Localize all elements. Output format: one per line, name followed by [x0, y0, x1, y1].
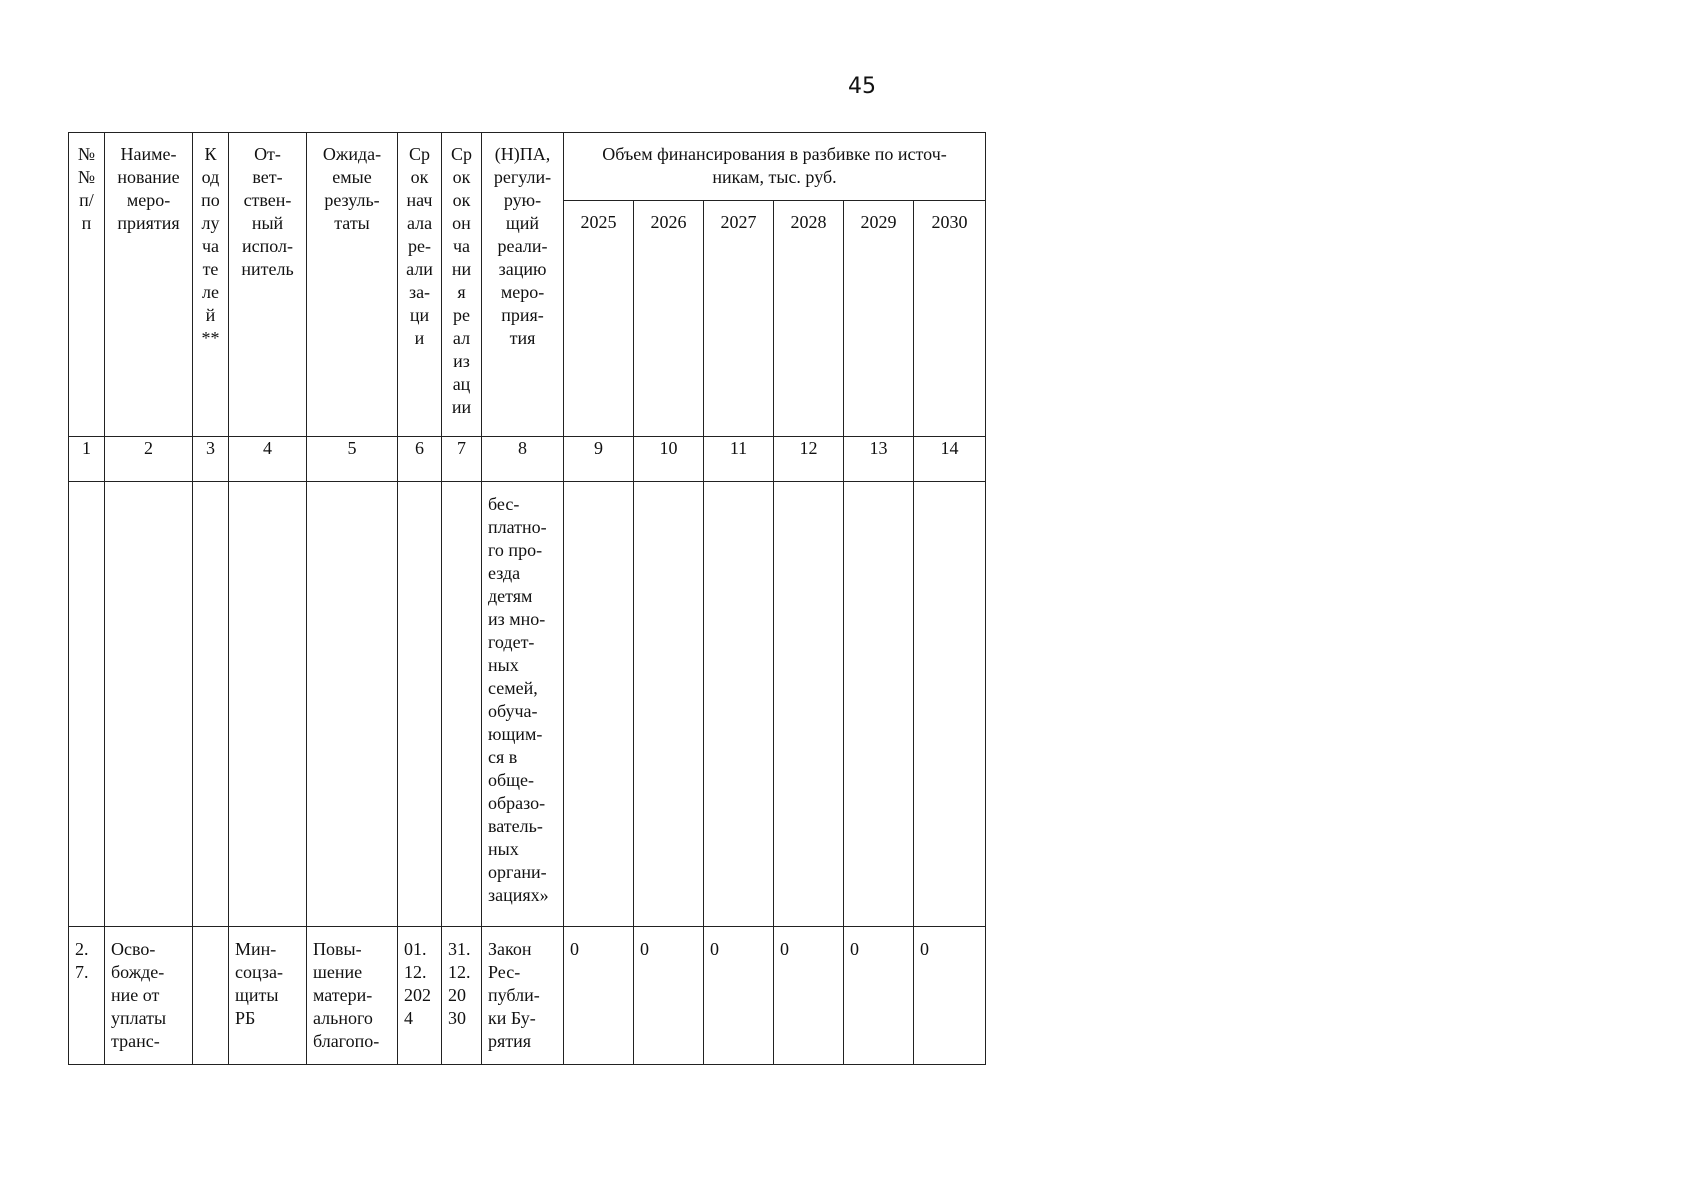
header-funding-title: Объем финансирования в разбивке по источ- никам, тыс. руб. — [564, 133, 986, 201]
header-year: 2027 — [704, 201, 774, 437]
column-number: 10 — [634, 437, 704, 482]
table-cell — [704, 482, 774, 927]
legal-act-cell: Закон Рес- публи- ки Бу- рятия — [482, 927, 564, 1065]
column-number: 3 — [193, 437, 229, 482]
header-year: 2026 — [634, 201, 704, 437]
header-row — [69, 133, 986, 201]
funding-value-cell: 0 — [844, 927, 914, 1065]
column-number: 14 — [914, 437, 986, 482]
header-col-recipient-code: К од по лу ча те ле й ** — [193, 133, 229, 437]
responsible-cell: Мин- соцза- щиты РБ — [229, 927, 307, 1065]
table-row-2-7 — [69, 927, 986, 1065]
start-date-cell: 01. 12. 202 4 — [398, 927, 442, 1065]
header-year: 2030 — [914, 201, 986, 437]
table-cell — [193, 482, 229, 927]
table-cell — [914, 482, 986, 927]
column-number: 12 — [774, 437, 844, 482]
column-number: 8 — [482, 437, 564, 482]
activities-table — [68, 132, 986, 1065]
header-year: 2025 — [564, 201, 634, 437]
row-number-cell: 2. 7. — [69, 927, 105, 1065]
funding-value-cell: 0 — [914, 927, 986, 1065]
column-number: 2 — [105, 437, 193, 482]
column-number: 1 — [69, 437, 105, 482]
expected-results-cell: Повы- шение матери- ального благопо- — [307, 927, 398, 1065]
table-row-continuation — [69, 482, 986, 927]
column-numbers-row — [69, 437, 986, 482]
table-cell — [442, 482, 482, 927]
funding-value-cell: 0 — [564, 927, 634, 1065]
funding-value-cell: 0 — [774, 927, 844, 1065]
funding-value-cell: 0 — [634, 927, 704, 1065]
table-cell — [564, 482, 634, 927]
header-col-responsible: От- вет- ствен- ный испол- нитель — [229, 133, 307, 437]
activity-name-cell: Осво- божде- ние от уплаты транс- — [105, 927, 193, 1065]
column-number: 13 — [844, 437, 914, 482]
table-cell — [69, 482, 105, 927]
funding-value-cell: 0 — [704, 927, 774, 1065]
column-number: 6 — [398, 437, 442, 482]
header-col-expected-results: Ожида- емые резуль- таты — [307, 133, 398, 437]
header-year: 2029 — [844, 201, 914, 437]
table-cell — [398, 482, 442, 927]
page-number: 45 — [848, 74, 876, 99]
column-number: 11 — [704, 437, 774, 482]
table-cell — [105, 482, 193, 927]
header-col-start-date: Ср ок нач ала ре- али за- ци и — [398, 133, 442, 437]
column-number: 5 — [307, 437, 398, 482]
table-cell — [844, 482, 914, 927]
table-cell — [307, 482, 398, 927]
table-cell — [229, 482, 307, 927]
column-number: 4 — [229, 437, 307, 482]
column-number: 9 — [564, 437, 634, 482]
table-cell — [774, 482, 844, 927]
column-number: 7 — [442, 437, 482, 482]
table-cell — [634, 482, 704, 927]
header-col-number: № № п/ п — [69, 133, 105, 437]
header-col-legal-act: (Н)ПА, регули- рую- щий реали- зацию меро- прия- тия — [482, 133, 564, 437]
header-col-end-date: Ср ок ок он ча ни я ре ал из ац ии — [442, 133, 482, 437]
recipient-code-cell — [193, 927, 229, 1065]
end-date-cell: 31. 12. 20 30 — [442, 927, 482, 1065]
header-year: 2028 — [774, 201, 844, 437]
header-col-name: Наиме- нование меро- приятия — [105, 133, 193, 437]
legal-act-cell: бес- платно- го про- езда детям из мно- годет- ных семей, обуча- ющим- ся в обще- образо- ватель- ных органи- зациях» — [482, 482, 564, 927]
